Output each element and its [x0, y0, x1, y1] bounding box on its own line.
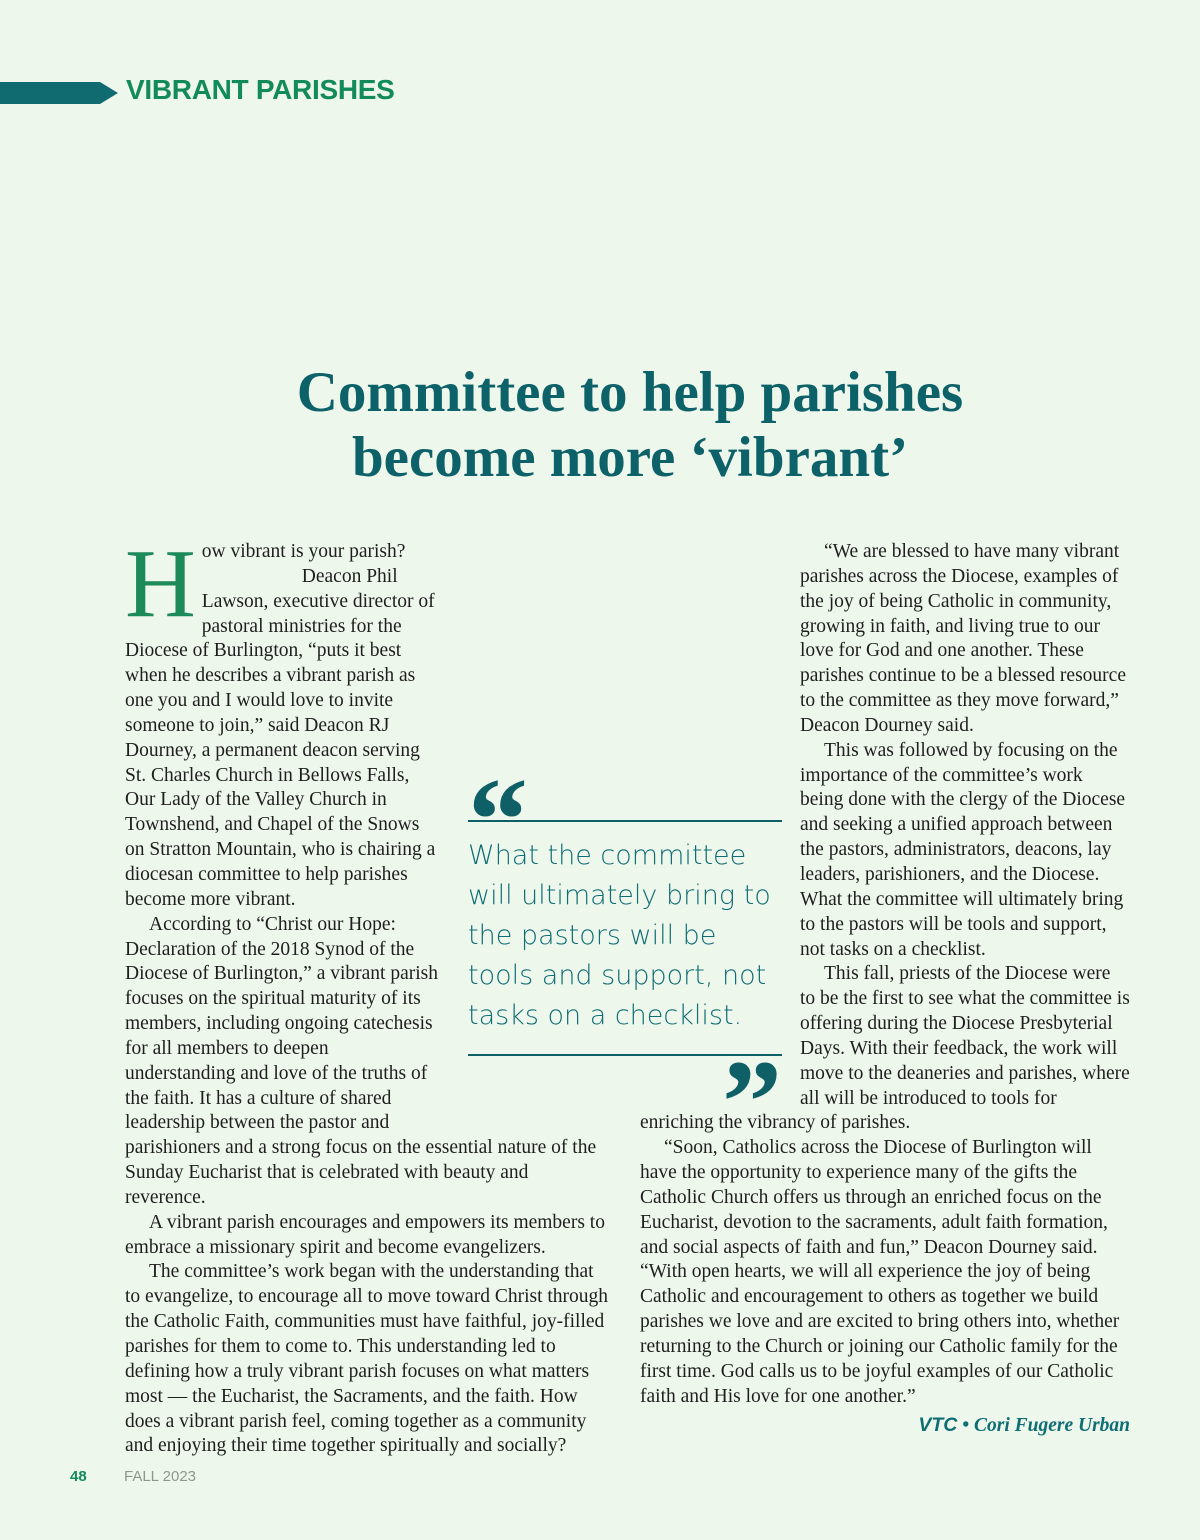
paragraph: The committee’s work began with the understanding that to evangelize, to encourage all to move toward Christ through the Catholic Faith, communities must have faithful, joy-filled parishes for them to come to. This understanding led to defining how a truly vibrant parish focuses on what matters most — the Eucharist, the Sacraments, and the faith. How does a vibrant parish feel, coming together as a community and enjoying their time together spiritually and socially? — [125, 1261, 609, 1457]
paragraph: A vibrant parish encourages and empowers its members to embrace a missionary spirit and become evangelizers. — [125, 1211, 605, 1258]
byline-publication: VTC — [918, 1413, 958, 1436]
headline-line-2: become more ‘vibrant’ — [351, 426, 909, 489]
paragraph-intro: ow vibrant is your parish? — [201, 541, 406, 562]
open-quote-icon: “ — [468, 760, 528, 830]
pull-quote-text: What the committee will ultimately bring to the pastors will be tools and support, not tasks on a checklist. — [468, 840, 771, 1031]
paragraph: This was followed by focusing on the importance of the committee’s work being done with the clergy of the Diocese and seeking a unified approach between the pastors, administrators, deacons, lay leaders, parishioners, and the Diocese. What the committee will ultimately bring to the pastors will be tools and support, not tasks on a checklist. — [800, 739, 1126, 960]
pull-quote-spacer — [640, 714, 800, 1102]
paragraph: “We are blessed to have many vibrant parishes across the Diocese, examples of the joy of being Catholic in community, growing in faith, and living true to our love for God and one another. These parishes continue to be a blessed resource to the committee as they move forward,” Deacon Dourney said. — [800, 541, 1126, 736]
byline-author: Cori Fugere Urban — [973, 1414, 1130, 1436]
paragraph: Deacon Phil Lawson, executive director of pastoral ministries for the Diocese of Burlington, “puts it best when he describes a vibrant parish as one you and I would love to invite someone to join,” said Deacon RJ Dourney, a permanent deacon serving St. Charles Church in Bellows Falls, Our Lady of the Valley Church in Townshend, and Chapel of the Snows on Stratton Mountain, who is chairing a diocesan committee to help parishes become more vibrant. — [125, 565, 436, 910]
paragraph: According to “Christ our Hope: Declaration of the 2018 Synod of the Diocese of Burlington,” a vibrant parish focuses on the spiritual maturity of its members, including ongoing catechesis for all members to deepen understanding and love of the truths of the faith. It has a culture of shared leadership between the pastor and parishioners and a strong focus on the essential nature of the Sunday Eucharist that is celebrated with beauty and reverence. — [125, 913, 597, 1208]
byline — [640, 1413, 1130, 1439]
article-headline — [180, 360, 1080, 490]
headline-line-1: Committee to help parishes — [296, 361, 964, 424]
section-label: VIBRANT PARISHES — [126, 74, 395, 105]
paragraph: “Soon, Catholics across the Diocese of Burlington will have the opportunity to experience many of the gifts the Catholic Church offers us through an enriched focus on the Eucharist, devotion to the sacraments, adult faith formation, and social aspects of faith and fun,” Deacon Dourney said. “With open hearts, we will all experience the joy of being Catholic and encouragement to others as together we build parishes we love and are excited to bring others into, whether returning to the Church or joining our Catholic family for the first time. God calls us to be joyful examples of our Catholic faith and His love for one another.” — [640, 1137, 1120, 1407]
paragraph: This fall, priests of the Diocese were to be the first to see what the committee is offering during the Diocese Presbyterial Days. With their feedback, the work will move to the deaneries and parishes, where all will be introduced to tools for enriching the vibrancy of parishes. — [640, 963, 1130, 1134]
article-column-right — [640, 540, 1130, 1438]
section-banner-arrow — [0, 82, 118, 104]
issue-label: FALL 2023 — [124, 1468, 197, 1485]
byline-separator: • — [957, 1414, 974, 1436]
close-quote-icon: ” — [722, 1042, 782, 1112]
drop-cap: H — [125, 530, 196, 638]
page-number: 48 — [70, 1468, 87, 1485]
